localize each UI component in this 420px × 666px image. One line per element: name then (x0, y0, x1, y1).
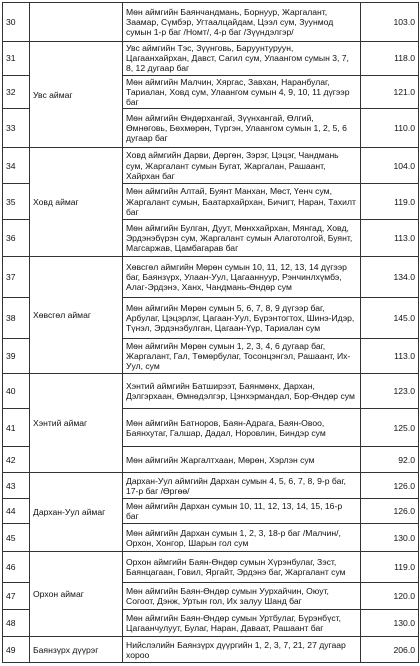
district-description: Мөн аймгийн Баян-Өндөр сумын Уртбулаг, Бүрэнбүст, Цагаанчулуут, Булаг, Наран, Даваат, Рашаант баг (123, 610, 361, 637)
amount-value: 103.0 (361, 3, 419, 42)
district-description: Увс аймгийн Тэс, Зүүнговь, Баруунтуруун, Цагаанхайрхан, Давст, Сагил сум, Улаангом сумын 3, 7, 8, 12 дугаар баг (123, 42, 361, 76)
row-number: 43 (3, 473, 30, 499)
district-description: Мөн аймгийн Булган, Дуут, Мөнххайрхан, Мянгад, Ховд, Эрдэнэбүрэн сум, Жаргалант сумын Алаготолгой, Буянт, Магсаржав, Цамбагарав баг (123, 220, 361, 257)
province-name: Хөвсгөл аймаг (30, 257, 123, 374)
amount-value: 130.0 (361, 610, 419, 637)
row-number: 46 (3, 552, 30, 583)
amount-value: 113.0 (361, 339, 419, 374)
row-number: 40 (3, 374, 30, 409)
amount-value: 126.0 (361, 499, 419, 524)
amount-value: 119.0 (361, 552, 419, 583)
table-row (3, 374, 419, 409)
amount-value: 145.0 (361, 298, 419, 339)
district-description: Мөн аймгийн Баян-Өндөр сумын Уурхайчин, Оюут, Согоот, Дэнж, Уртын гол, Их залуу Шанд баг (123, 583, 361, 610)
table-row (3, 637, 419, 663)
district-description: Ховд аймгийн Дарви, Дөргөн, Зэрэг, Цэцэг, Чандмань сум, Жаргалант сумын Бугат, Жаргалан, Рашаант, Хайрхан баг (123, 148, 361, 184)
district-description: Мөн аймгийн Мөрөн сумын 1, 2, 3, 4, 6 дугаар баг, Жаргалант, Гал, Төмөрбулаг, Тосонцэнгэл, Рашаант, Их-Уул, сум (123, 339, 361, 374)
amount-value: 134.0 (361, 257, 419, 298)
province-cell-empty (30, 3, 123, 42)
row-number: 41 (3, 409, 30, 447)
amount-value: 125.0 (361, 409, 419, 447)
electoral-district-table (2, 2, 419, 663)
row-number: 45 (3, 524, 30, 552)
row-number: 33 (3, 109, 30, 148)
province-name: Увс аймаг (30, 42, 123, 148)
amount-value: 110.0 (361, 109, 419, 148)
table-row (3, 148, 419, 184)
row-number: 38 (3, 298, 30, 339)
amount-value: 92.0 (361, 447, 419, 473)
amount-value: 126.0 (361, 473, 419, 499)
province-name: Дархан-Уул аймаг (30, 473, 123, 552)
table-row (3, 257, 419, 298)
province-name: Хэнтий аймаг (30, 374, 123, 473)
district-description: Хөвсгөл аймгийн Мөрөн сумын 10, 11, 12, 13, 14 дүгээр баг, Баянзүрх, Улаан-Уул, Цагааннуур, Рэнчинлхүмбэ, Алаг-Эрдэнэ, Ханх, Чандмань-Өндөр сум (123, 257, 361, 298)
district-description: Мөн аймгийн Өндөрхангай, Зүүнхангай, Өлгий, Өмнөговь, Бөхмөрөн, Түргэн, Улаангом сумын 1, 2, 5, 6 дугаар баг (123, 109, 361, 148)
province-name: Орхон аймаг (30, 552, 123, 637)
row-number: 36 (3, 220, 30, 257)
district-description: Мөн аймгийн Батноров, Баян-Адрага, Баян-Овоо, Баянхутаг, Галшар, Дадал, Норовлин, Биндэр сум (123, 409, 361, 447)
district-description: Мөн аймгийн Баянчандмань, Борнуур, Жаргалант, Заамар, Сүмбэр, Угтаалцайдам, Цээл сум, Зуунмод сумын 1-р баг /Номт/, 4-р баг /Зүүндэлгэр/ (123, 3, 361, 42)
row-number: 44 (3, 499, 30, 524)
row-number: 30 (3, 3, 30, 42)
district-description: Мөн аймгийн Жаргалтхаан, Мөрөн, Хэрлэн сум (123, 447, 361, 473)
district-description: Орхон аймгийн Баян-Өндөр сумын Хүрэнбулаг, Зэст, Баянцагаан, Говил, Яргайт, Эрдэнэ баг, Жаргалант сум (123, 552, 361, 583)
amount-value: 104.0 (361, 148, 419, 184)
district-description: Нийслэлийн Баянзүрх дүүргийн 1, 2, 3, 7, 21, 27 дугаар хороо (123, 637, 361, 663)
amount-value: 123.0 (361, 374, 419, 409)
district-description: Мөн аймгийн Алтай, Буянт Манхан, Мөст, Үенч сум, Жаргалант сумын, Баатархайрхан, Бичигт, Наран, Тахилт баг (123, 184, 361, 220)
table-row (3, 42, 419, 76)
amount-value: 120.0 (361, 583, 419, 610)
table-row (3, 473, 419, 499)
row-number: 31 (3, 42, 30, 76)
district-description: Хэнтий аймгийн Батширээт, Баянмөнх, Дархан, Дэлгэрхаан, Өмнөдэлгэр, Цэнхэрмандал, Бор-Өндөр сум (123, 374, 361, 409)
row-number: 47 (3, 583, 30, 610)
table-row (3, 552, 419, 583)
amount-value: 206.0 (361, 637, 419, 663)
amount-value: 118.0 (361, 42, 419, 76)
row-number: 35 (3, 184, 30, 220)
row-number: 49 (3, 637, 30, 663)
district-description: Мөн аймгийн Мөрөн сумын 5, 6, 7, 8, 9 дүгээр баг, Арбулаг, Цэцэрлэг, Цагаан-Уул, Бүрэнтогтох, Шинэ-Идэр, Түнэл, Эрдэнэбулган, Цагаан-Үүр, Тариалан сум (123, 298, 361, 339)
row-number: 37 (3, 257, 30, 298)
amount-value: 121.0 (361, 75, 419, 109)
district-description: Мөн аймгийн Дархан сумын 1, 2, 3, 18-р баг /Малчин/, Орхон, Хонгор, Шарын гол сум (123, 524, 361, 552)
row-number: 42 (3, 447, 30, 473)
district-description: Мөн аймгийн Малчин, Хяргас, Завхан, Наранбулаг, Тариалан, Ховд сум, Улаангом сумын 4, 9, 10, 11 дүгээр баг (123, 75, 361, 109)
amount-value: 113.0 (361, 220, 419, 257)
row-number: 34 (3, 148, 30, 184)
province-name: Ховд аймаг (30, 148, 123, 257)
amount-value: 130.0 (361, 524, 419, 552)
district-description: Дархан-Уул аймгийн Дархан сумын 4, 5, 6, 7, 8, 9-р баг, 17-р баг /Өргөө/ (123, 473, 361, 499)
province-name: Баянзүрх дүүрэг (30, 637, 123, 663)
amount-value: 119.0 (361, 184, 419, 220)
row-number: 32 (3, 75, 30, 109)
table-row (3, 3, 419, 42)
row-number: 48 (3, 610, 30, 637)
district-description: Мөн аймгийн Дархан сумын 10, 11, 12, 13, 14, 15, 16-р баг (123, 499, 361, 524)
row-number: 39 (3, 339, 30, 374)
